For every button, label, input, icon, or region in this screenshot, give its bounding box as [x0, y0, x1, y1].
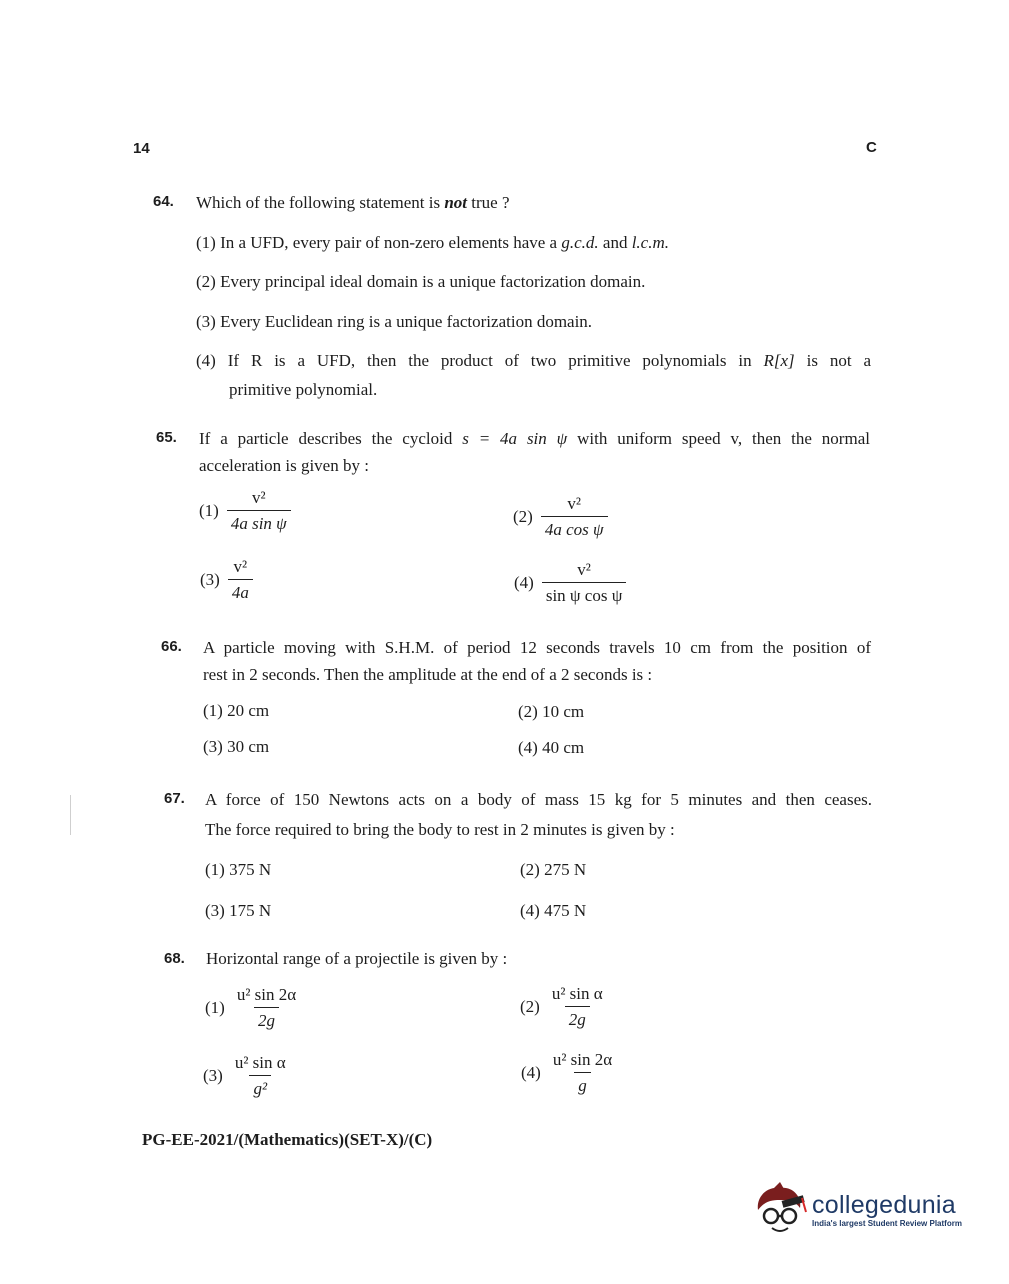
option: (4) 475 N: [520, 901, 587, 920]
set-code: C: [866, 139, 877, 156]
question-number: 64.: [153, 193, 174, 210]
option-fraction: (1) $\frac{\text{u² sin 2α}}{2g}$: [205, 985, 297, 1030]
question-stem: A particle moving with S.H.M. of period 12 seconds travels 10 cm from the position of: [203, 638, 871, 657]
option: (1) 375 N: [205, 860, 272, 879]
scan-margin-line: [70, 795, 71, 835]
brand-name: collegedunia: [812, 1191, 956, 1219]
brand-tagline: India's largest Student Review Platform: [812, 1219, 962, 1228]
question-stem: Horizontal range of a projectile is given by :: [206, 949, 508, 968]
option: (3) 30 cm: [203, 737, 270, 756]
option-fraction: (4) $\frac{\text{u² sin 2α}}{g}$: [521, 1050, 613, 1095]
option: (3) 175 N: [205, 901, 272, 920]
mascot-icon: [752, 1182, 808, 1238]
question-number: 67.: [164, 790, 185, 807]
option-fraction: (4) $\frac{\text{v²}}{\text{sin ψ cos ψ}}$: [514, 560, 626, 606]
question-number: 65.: [156, 429, 177, 446]
question-stem-continuation: The force required to bring the body to rest in 2 minutes is given by :: [205, 820, 675, 839]
paper-code: PG-EE-2021/(Mathematics)(SET-X)/(C): [142, 1130, 433, 1149]
option: (3) Every Euclidean ring is a unique factorization domain.: [196, 312, 593, 331]
option: (1) 20 cm: [203, 701, 270, 720]
question-stem-continuation: rest in 2 seconds. Then the amplitude at the end of a 2 seconds is :: [203, 665, 653, 684]
option: (4) 40 cm: [518, 738, 585, 757]
question-stem: A force of 150 Newtons acts on a body of mass 15 kg for 5 minutes and then ceases.: [205, 790, 872, 809]
question-stem: If a particle describes the cycloid s = 4a sin ψ with uniform speed v, then the normal: [199, 429, 870, 448]
page-number: 14: [133, 140, 150, 157]
question-stem-continuation: acceleration is given by :: [199, 456, 369, 475]
option: (1) In a UFD, every pair of non-zero elements have a g.c.d. and l.c.m.: [196, 233, 669, 252]
option-fraction: (2) $\frac{\text{u² sin α}}{2g}$: [520, 984, 603, 1029]
option-fraction: (1) $\frac{\text{v²}}{\text{4a sin ψ}}$: [199, 488, 291, 534]
collegedunia-watermark: [752, 1182, 962, 1238]
option-fraction: (3) $\frac{\text{v²}}{4a}$: [200, 557, 253, 603]
option: (2) Every principal ideal domain is a unique factorization domain.: [196, 272, 646, 291]
option-fraction: (2) $\frac{\text{v²}}{\text{4a cos ψ}}$: [513, 494, 608, 540]
option: (2) 10 cm: [518, 702, 585, 721]
option-continuation: primitive polynomial.: [229, 380, 378, 399]
option: (4) If R is a UFD, then the product of two primitive polynomials in R[x] is not a: [196, 351, 872, 370]
question-number: 68.: [164, 950, 185, 967]
option: (2) 275 N: [520, 860, 587, 879]
question-number: 66.: [161, 638, 182, 655]
option-fraction: (3) $\frac{\text{u² sin α}}{\text{g²}}$: [203, 1053, 286, 1098]
question-stem: Which of the following statement is not true ?: [196, 193, 510, 212]
